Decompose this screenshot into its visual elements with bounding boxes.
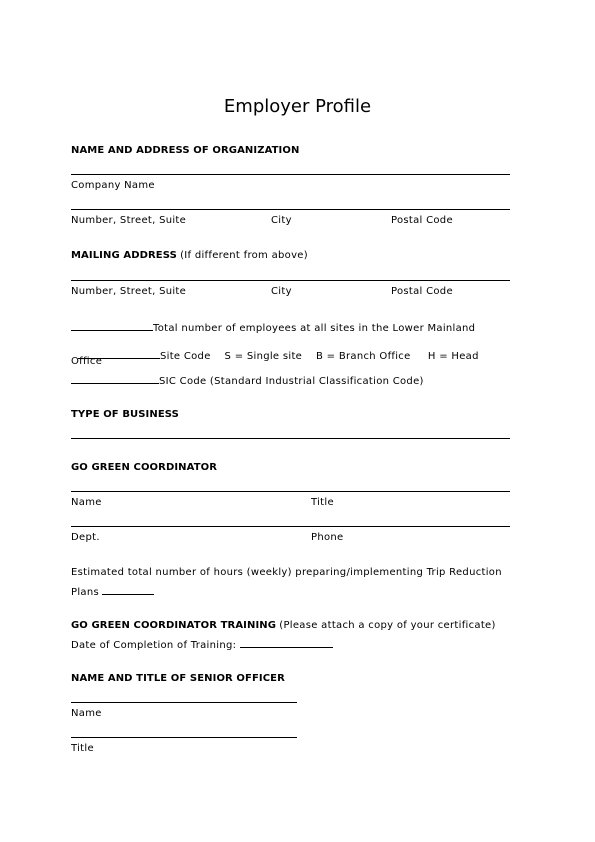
- coordinator-dept-label: Dept.: [71, 532, 100, 543]
- mailing-city-label: City: [271, 286, 292, 297]
- training-heading: GO GREEN COORDINATOR TRAINING: [71, 620, 277, 631]
- org-postal-label: Postal Code: [391, 215, 453, 226]
- mailing-address-field[interactable]: [71, 280, 510, 281]
- org-street-label: Number, Street, Suite: [71, 215, 187, 226]
- training-heading-row: [71, 620, 496, 631]
- company-name-label: Company Name: [71, 180, 155, 191]
- hours-label-line1: Estimated total number of hours (weekly) preparing/implementing Trip Reduction: [71, 567, 502, 578]
- total-employees-field[interactable]: [71, 321, 153, 331]
- org-heading: NAME AND ADDRESS OF ORGANIZATION: [71, 145, 300, 156]
- training-date-field[interactable]: [240, 638, 333, 648]
- mailing-heading-row: [71, 250, 308, 261]
- mailing-heading: MAILING ADDRESS: [71, 250, 177, 261]
- coordinator-name-label: Name: [71, 497, 102, 508]
- sic-field[interactable]: [71, 374, 159, 384]
- training-note: (Please attach a copy of your certificate): [279, 620, 496, 631]
- company-name-field[interactable]: [71, 174, 510, 175]
- sic-row: [71, 374, 424, 387]
- total-employees-row: [71, 321, 475, 334]
- training-date-row: [71, 638, 333, 651]
- business-type-field[interactable]: [71, 438, 510, 439]
- coordinator-heading: GO GREEN COORDINATOR: [71, 462, 218, 473]
- coordinator-dept-field[interactable]: [71, 526, 510, 527]
- org-address-field[interactable]: [71, 209, 510, 210]
- coordinator-phone-label: Phone: [311, 532, 344, 543]
- senior-title-label: Title: [71, 743, 94, 754]
- page-title: Employer Profile: [223, 96, 372, 117]
- site-code-label: Site Code S = Single site B = Branch Office H = Head: [159, 351, 479, 362]
- business-heading: TYPE OF BUSINESS: [71, 409, 179, 420]
- senior-name-label: Name: [71, 708, 102, 719]
- hours-label-line2: Plans: [71, 587, 99, 598]
- sic-label: SIC Code (Standard Industrial Classification Code): [159, 376, 424, 387]
- site-code-row: [71, 338, 479, 362]
- hours-field[interactable]: [102, 585, 154, 595]
- total-employees-label: Total number of employees at all sites in the Lower Mainland: [153, 323, 476, 334]
- hours-row: [71, 585, 154, 598]
- site-code-cont: Office: [71, 356, 103, 367]
- mailing-note: (If different from above): [180, 250, 308, 261]
- senior-heading: NAME AND TITLE OF SENIOR OFFICER: [71, 673, 285, 684]
- org-city-label: City: [271, 215, 292, 226]
- mailing-street-label: Number, Street, Suite: [71, 286, 187, 297]
- coordinator-title-label: Title: [311, 497, 334, 508]
- senior-title-field[interactable]: [71, 737, 297, 738]
- coordinator-name-field[interactable]: [71, 491, 510, 492]
- senior-name-field[interactable]: [71, 702, 297, 703]
- mailing-postal-label: Postal Code: [391, 286, 453, 297]
- training-date-label: Date of Completion of Training:: [71, 640, 237, 651]
